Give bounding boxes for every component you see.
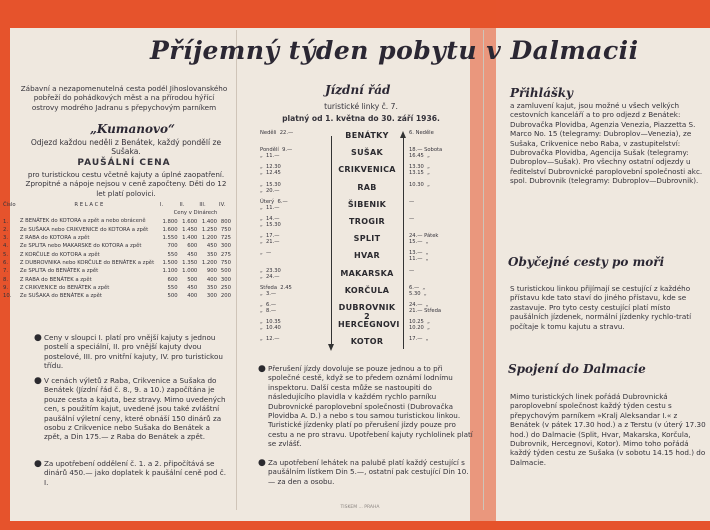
table-cell: 7. [3, 268, 9, 275]
table-cell: 300 [220, 276, 231, 283]
table-cell: 450 [187, 284, 198, 291]
arrival-time: 17.— „ [409, 336, 429, 342]
table-cell: 1.500 [162, 260, 178, 267]
table-cell: 250 [220, 284, 231, 291]
regular-trips-text: S turistickou linkou přijímají se cestující z každého přístavu kde tato staví do jiného přístavu, kde se zastavuje. Pro tyto cesty cestující platí místo paušálních jízdenek, normální jízdenky rychlo-tratí počítaje k tomu kajutu a stravu. [510, 284, 692, 331]
table-cell: Z RABA do KOTORA a zpět [19, 235, 90, 242]
station-name: KOTOR [350, 337, 384, 346]
table-cell: 750 [220, 260, 231, 267]
arrival-time: — [409, 216, 415, 222]
table-cell: 1.250 [201, 226, 218, 233]
fold-line-2 [483, 30, 484, 510]
table-cell: Z CRIKVENICE do BENÁTEK a zpět [19, 284, 110, 291]
interruption-note: Přerušení jízdy dovoluje se pouze jednou a to při společné cestě, když se to předem oznámí lodnímu inspektoru. Další cesta může se nastoupiti do následujícího plavidla v každém rychlo parníku Dubrovnické paroplovební společnosti (Dubrovačka Plovidba A. D.) a nebo s tou samou turistickou linkou. Turistické jízdenky platí po přerušení jízdy pouze pro cestu a ne pro stravu. Upotřebení kajuty rychlolinek platí se zvlášť. [268, 364, 473, 449]
table-cell: 1.550 [162, 235, 178, 242]
table-cell: 725 [220, 235, 231, 242]
table-cell: 3. [3, 235, 9, 242]
table-cell: 200 [220, 293, 231, 300]
cabin-classes-note: Ceny v sloupci I. platí pro vnější kajuty s jednou postelí a speciální, II. pro vnější kajuty dvou postelové, III. pro vnitřní kajuty, IV. pro turistickou třídu. [44, 333, 223, 371]
excursion-price-note: V cenách výletů z Raba, Crikvenice a Sušaka do Benátek (Jízdní řád č. 8., 9. a 10.) započítána je pouze cesta a kajuta, bez stravy. Mimo uvedených cen, s použitím kajut, uvedené jsou také zvláštní paušální výletní ceny, které obnáší 150 dinárů za osobu z Crikvenice nebo Sušaka do Benátek a zpět, a Din 175.— z Raba do Benátek a zpět. [44, 376, 226, 442]
col-II: II. [179, 202, 185, 208]
top-color-band [0, 0, 710, 28]
table-cell: 1.100 [162, 268, 178, 275]
table-row [2, 242, 232, 250]
table-cell: 275 [220, 251, 231, 258]
regular-trips-heading: Obyčejné cesty po moři [508, 255, 665, 269]
col-I: I. [159, 202, 164, 208]
table-cell: 1.800 [162, 218, 178, 225]
table-cell: Ze SUŠAKA nebo CRIKVENICE do KOTORA a zpět [19, 226, 149, 233]
table-cell: 1.350 [182, 260, 198, 267]
northbound-axis [403, 137, 404, 349]
flat-price-text: pro turistickou cestu včetně kajuty a úplné zaopatření. Zpropitné a nápoje nejsou v ceně započteny. Děti do 12 let platí polovici. [25, 170, 227, 198]
arrival-time: 6. Neděle [409, 130, 434, 136]
table-cell: 1. [3, 218, 9, 225]
table-cell: 1.000 [182, 268, 198, 275]
table-cell: Ze SUŠAKA do BENÁTEK a zpět [19, 293, 102, 300]
bottom-color-band [0, 521, 710, 530]
table-cell: 1.200 [201, 260, 218, 267]
connections-heading: Spojení do Dalmacie [508, 362, 646, 376]
table-row [2, 284, 232, 292]
bullet-icon: ● [34, 333, 42, 343]
departure-time: „ 23.30 „ 24.— [260, 268, 281, 281]
departure-time: „ — [260, 250, 272, 256]
table-row [2, 234, 232, 242]
table-cell: 9. [3, 284, 9, 291]
arrow-down-icon [328, 344, 334, 351]
arrival-time: 24.— „ 21.— Středa [409, 302, 442, 315]
table-cell: 300 [220, 243, 231, 250]
station-name: HERCEGNOVI [338, 320, 400, 329]
table-cell: Z KORČULE do KOTORA a zpět [19, 251, 100, 258]
table-cell: 500 [187, 276, 198, 283]
table-cell: 450 [206, 243, 218, 250]
table-cell: 1.400 [201, 218, 218, 225]
table-cell: 2. [3, 226, 9, 233]
station-name: HVAR [354, 251, 380, 260]
departure-time: „ 6.— „ 8.— [260, 302, 277, 315]
arrival-time: 10.30 „ [409, 182, 430, 188]
table-cell: 300 [206, 293, 218, 300]
station-name: SUŠAK [351, 148, 383, 157]
table-cell: Ze SPLITA do BENÁTEK a zpět [19, 268, 99, 275]
fold-line-1 [236, 30, 237, 510]
table-cell: Z BENÁTEK do KOTORA a zpět a nebo obráceně [19, 218, 146, 225]
table-cell: 350 [206, 251, 218, 258]
bullet-icon: ● [34, 459, 42, 469]
timetable-validity: platný od 1. května do 30. září 1936. [282, 114, 440, 123]
table-cell: 750 [220, 226, 231, 233]
table-cell: 4. [3, 243, 9, 250]
intro-text: Zábavní a nezapomenutelná cesta podél Jihoslovanského pobřeží do pohádkových měst a na přírodou hýřící ostrovy modrého Jadranu s přepychovým parníkem [20, 84, 228, 112]
bullet-icon: ● [258, 458, 266, 468]
page-title: Příjemný týden pobytu v Dalmacii [150, 36, 639, 65]
departure-time: Úterý 6.— „ 11.— [260, 199, 288, 212]
table-row [2, 267, 232, 275]
bullet-icon: ● [258, 364, 266, 374]
col-III: III. [199, 202, 206, 208]
table-cell: 5. [3, 251, 9, 258]
arrival-time: 10.25 „ 10.20 „ [409, 319, 430, 332]
station-name: ŠIBENIK [347, 200, 387, 209]
table-cell: 400 [187, 293, 198, 300]
table-cell: 400 [206, 276, 218, 283]
departure-time: „ 14.— „ 15.30 [260, 216, 281, 229]
arrival-time: — [409, 199, 415, 205]
departure-text: Odjezd každou neděli z Benátek, každý pondělí ze Sušaka. [30, 138, 222, 157]
station-name: SPLIT [353, 234, 381, 243]
table-cell: 1.400 [182, 235, 198, 242]
departure-time: Středa 2.45 „ 3.— [260, 285, 292, 298]
southbound-axis [331, 136, 332, 346]
col-number: Číslo [3, 202, 16, 208]
table-cell: 600 [167, 276, 178, 283]
table-cell: 350 [206, 284, 218, 291]
station-name: BENÁTKY [345, 131, 389, 140]
currency-note: Ceny v Dinárech [173, 210, 218, 217]
arrow-up-icon [400, 131, 406, 138]
departure-time: Pondělí 9.— „ 11.— [260, 147, 293, 160]
ship-name: „Kumanovo“ [90, 122, 175, 136]
arrival-time: 13.30 „ 13.15 „ [409, 164, 430, 177]
table-cell: 800 [220, 218, 231, 225]
departure-time: „ 10.35 „ 10.40 [260, 319, 281, 332]
timetable-line: turistické linky č. 7. [324, 102, 398, 111]
table-row [2, 251, 232, 259]
deckchair-note: Za upotřebení lehátek na palubě platí každý cestující s paušálním lístkem Din 5.—, ostatní pak cestující Din 10.— za den a osobu. [268, 458, 469, 486]
departure-time: „ 15.30 „ 20.— [260, 182, 281, 195]
table-cell: 500 [220, 268, 231, 275]
applications-heading: Přihlášky [510, 86, 574, 100]
table-cell: 600 [187, 243, 198, 250]
flat-price-heading: PAUŠÁLNÍ CENA [77, 158, 171, 168]
arrival-time: 13.— „ 11.— „ [409, 250, 429, 263]
departure-time: „ 12.30 „ 12.45 [260, 164, 281, 177]
station-name: MAKARSKA [340, 269, 394, 278]
station-name: TROGIR [349, 217, 385, 226]
table-row [2, 259, 232, 267]
col-IV: IV. [219, 202, 226, 208]
table-row [2, 226, 232, 234]
table-cell: 700 [167, 243, 178, 250]
table-cell: 1.450 [182, 226, 198, 233]
table-cell: 10. [3, 293, 12, 300]
station-name: CRIKVENICA [338, 165, 396, 174]
station-name: KORČULA [344, 286, 390, 295]
table-cell: 550 [167, 284, 178, 291]
table-cell: Z DUBROVNIKA nebo KORČULE do BENÁTEK a zpět [19, 259, 155, 266]
arrival-time: 18.— Sobota 16.45 „ [409, 147, 443, 160]
surcharge-note: Za upotřebení oddělení č. 1. a 2. připočítává se dinárů 450.— jako doplatek k paušální ceně pod č. I. [44, 459, 227, 487]
table-cell: 8. [3, 276, 9, 283]
table-cell: 1.200 [201, 235, 218, 242]
departure-time: Neděli 22.— [260, 130, 294, 136]
col-relation: R E L A C E [74, 202, 104, 208]
table-cell: 900 [206, 268, 218, 275]
table-row [2, 292, 232, 300]
printer-imprint: TISKEM ... PRAHA [340, 505, 380, 510]
table-cell: Z RABA do BENÁTEK a zpět [19, 276, 92, 283]
table-cell: 550 [167, 251, 178, 258]
connections-text: Mimo turistických linek pořádá Dubrovnická paroplovební společnost každý týden cestu s přepychovým parníkem »Kralj Aleksandar I.« z Benátek (v pátek 17.30 hod.) a z Terstu (v úterý 17.30 hod.) do Dalmacie (Split, Hvar, Makarska, Korčula, Dubrovnik, Hercegnovi, Kotor). Mimo toho pořádá každý týden cestu ze Sušaka (v sobotu 14.15 hod.) do Dalmacie. [510, 392, 706, 467]
arrival-time: — [409, 268, 415, 274]
table-cell: Ze SPLITA nebo MAKARSKE do KOTORA a zpět [19, 243, 142, 250]
departure-time: „ 17.— „ 21.— [260, 233, 280, 246]
arrival-time: 6.— „ 5.30 „ [409, 285, 427, 298]
timetable-heading: Jízdní řád [325, 83, 391, 97]
table-cell: 6. [3, 260, 9, 267]
table-row [2, 276, 232, 284]
table-cell: 1.600 [182, 218, 198, 225]
applications-text: a zamluvení kajut, jsou možné u všech velkých cestovních kanceláří a to pro odjezd z Benátek: Dubrovačka Plovidba, Agenzia Venezia, Piazzetta S. Marco No. 15 (telegramy: Dubroplov—Venezia), ze Sušaka, Crikvenice nebo Raba, v zastupitelství: Dubrovačka Plovidba, Agencija Sušak (telegramy: Dubroplov—Sušak). Pro všechny ostatní odjezdy u ředitelství Dubrovnické paroplovební společnosti akc. spol. Dubrovnik (telegramy: Dubroplov—Dubrovnik). [510, 101, 703, 186]
table-row [2, 218, 232, 226]
departure-time: „ 12.— [260, 336, 280, 342]
station-name: DUBROVNIK 2 [338, 303, 396, 321]
station-name: RAB [357, 183, 377, 192]
table-cell: 450 [187, 251, 198, 258]
bullet-icon: ● [34, 376, 42, 386]
price-table [2, 201, 232, 301]
table-cell: 500 [167, 293, 178, 300]
price-table-header [2, 201, 232, 209]
table-cell: 1.600 [162, 226, 178, 233]
arrival-time: 24.— Pátek 15.— „ [409, 233, 439, 246]
